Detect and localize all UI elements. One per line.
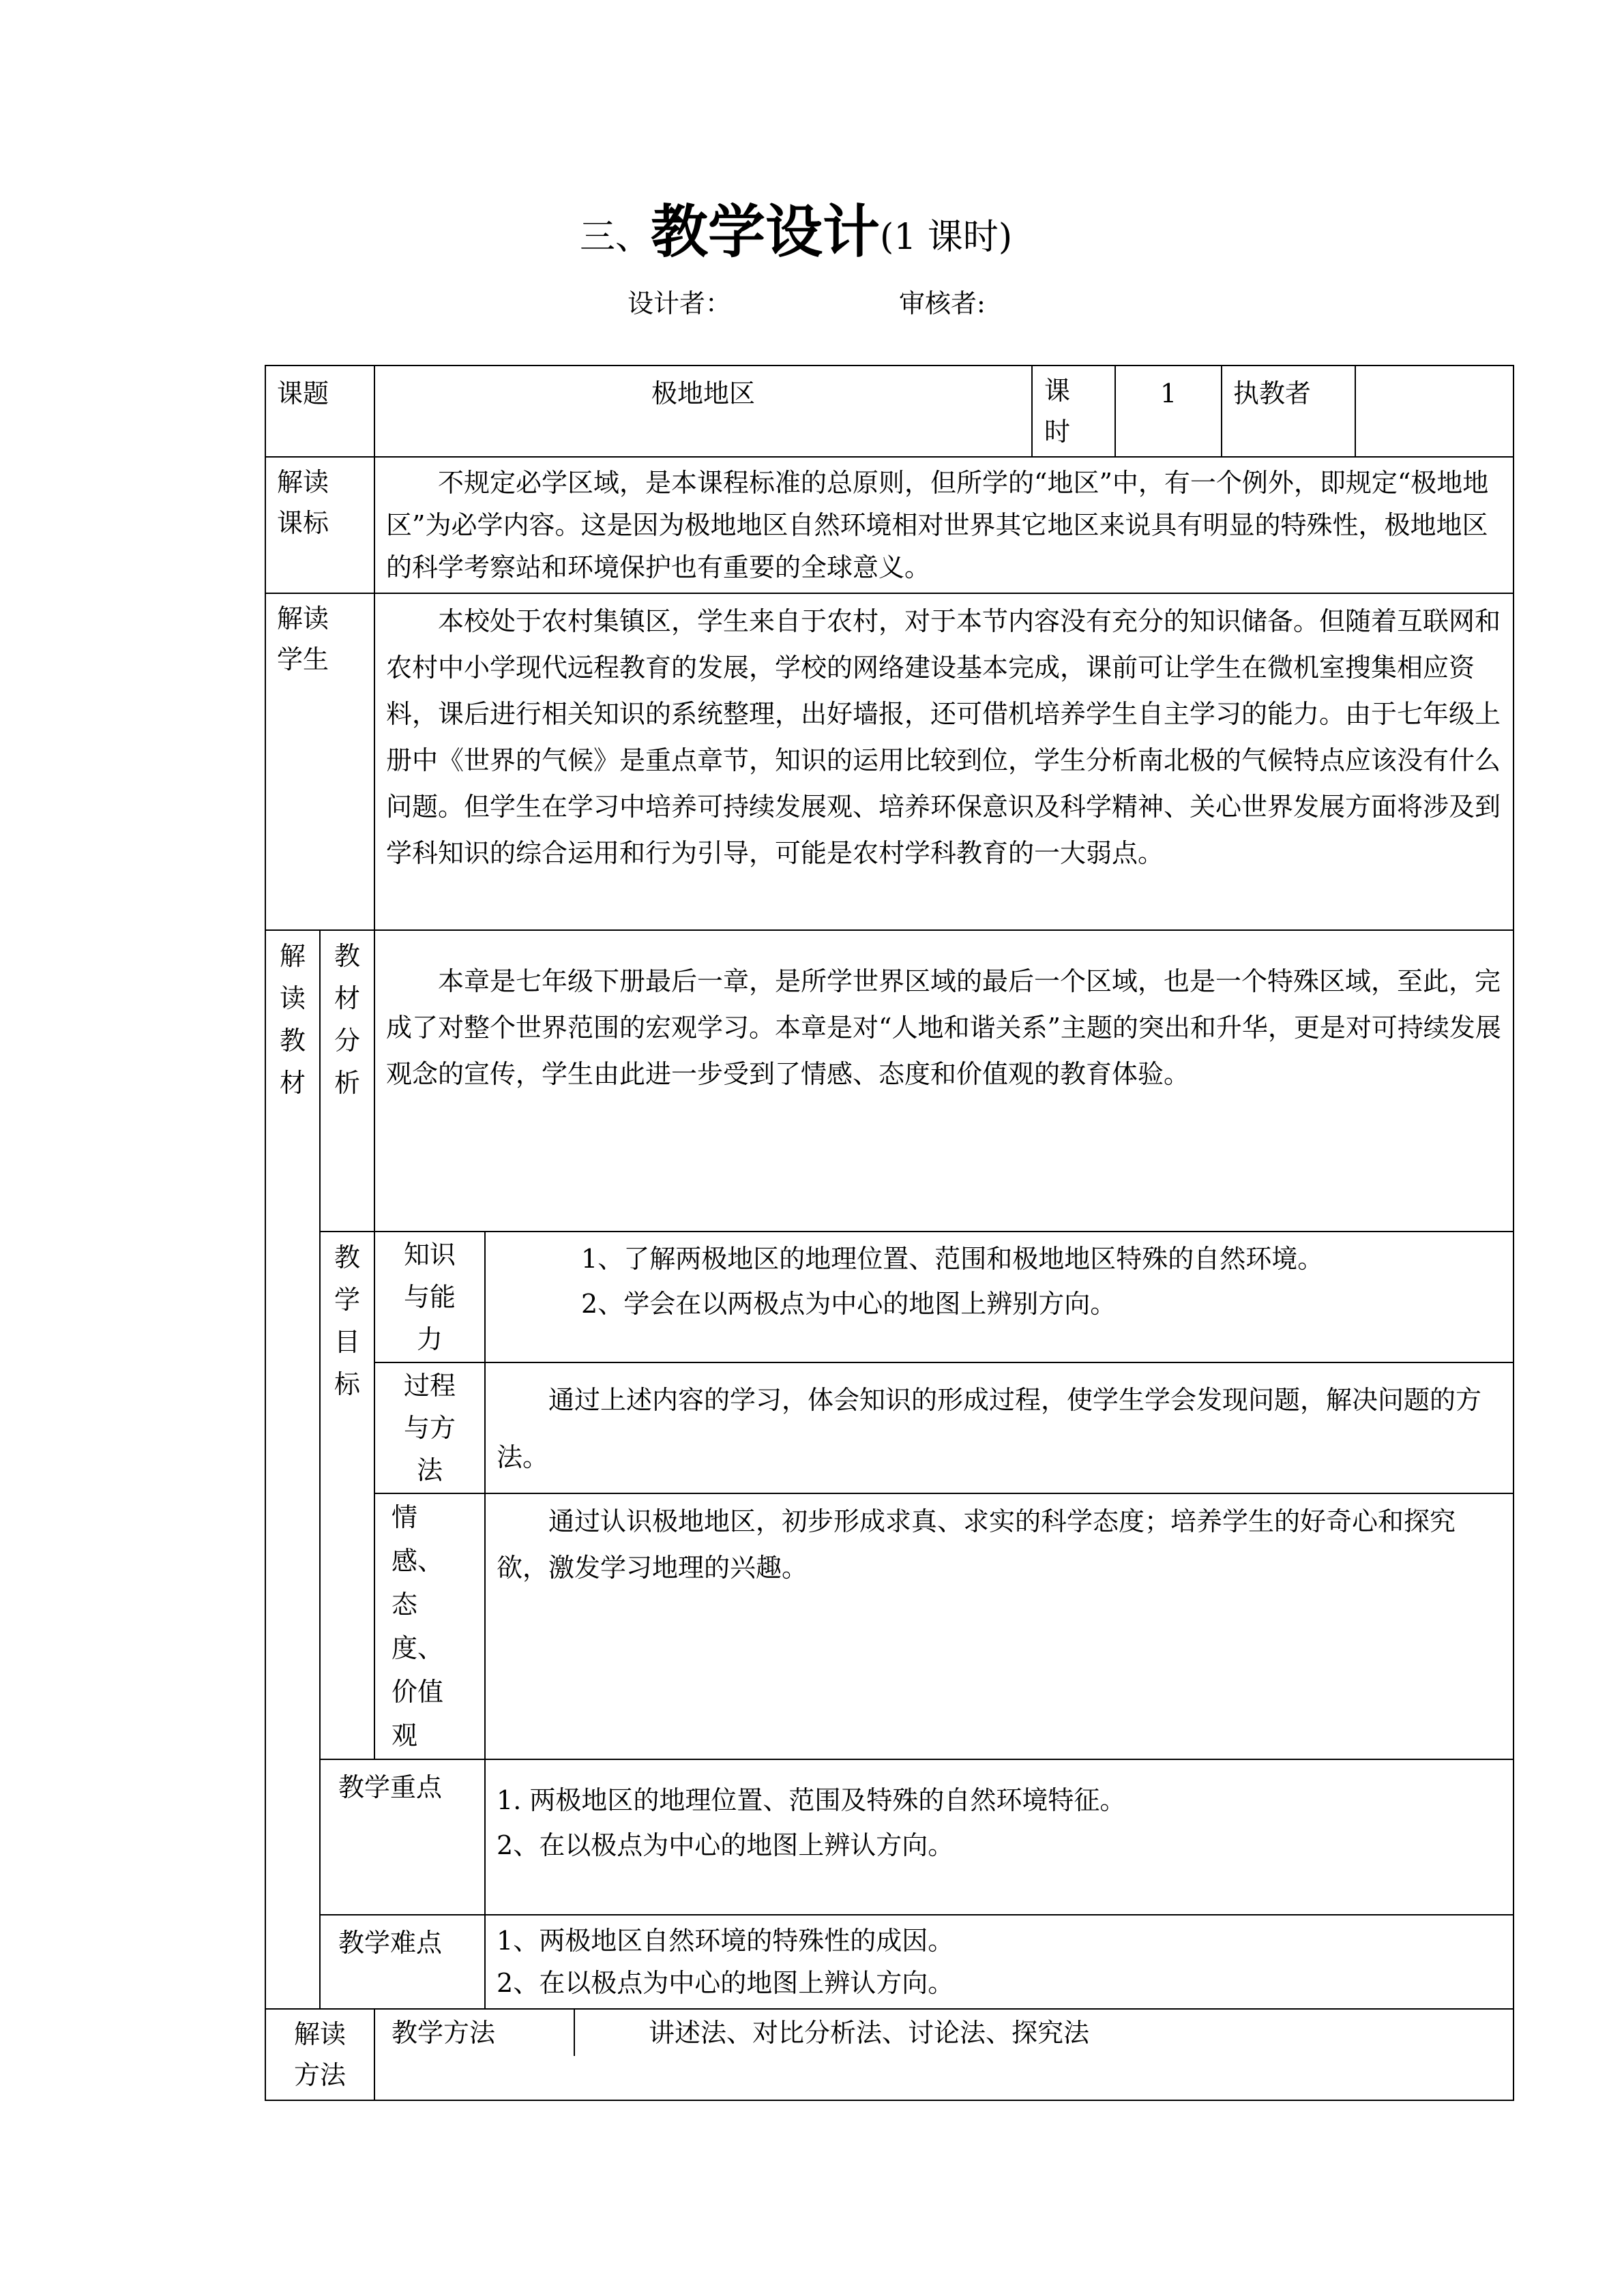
title-suffix: (1 课时) — [880, 217, 1013, 258]
analysis-label: 教材分析 — [320, 930, 374, 1232]
goal-knowledge-row — [265, 1232, 1514, 1362]
method-value: 讲述法、对比分析法、讨论法、探究法 — [649, 2018, 1090, 2048]
students-text: 本校处于农村集镇区，学生来自于农村，对于本节内容没有充分的知识储备。但随着互联网和农村中小学现代远程教育的发展，学校的网络建设基本完成，课前可让学生在微机室搜集相应资料，课后进行相关知识的系统整理，出好墙报，还可借机培养学生自主学习的能力。由于七年级上册中《世界的气候》是重点章节，知识的运用比较到位，学生分析南北极的气候特点应该没有什么问题。但学生在学习中培养可持续发展观、培养环保意识及科学精神、关心世界发展方面将涉及到学科知识的综合运用和行为引导，可能是农村学科教育的一大弱点。 — [374, 593, 1514, 930]
topic-row — [265, 366, 1514, 457]
teacher-label: 执教者 — [1222, 366, 1355, 457]
method-label: 教学方法 — [375, 2010, 574, 2056]
methods-row — [265, 2009, 1514, 2100]
topic-label: 课题 — [265, 366, 374, 457]
key-points-text — [485, 1759, 1514, 1915]
difficult-points-row — [265, 1915, 1514, 2009]
reviewer-label: 审核者: — [899, 288, 986, 318]
designer-label: 设计者： — [628, 288, 732, 318]
goal-knowledge-line: 1、了解两极地区的地理位置、范围和极地地区特殊的自然环境。 — [581, 1244, 1324, 1274]
analysis-row — [265, 930, 1514, 1232]
topic-value: 极地地区 — [374, 366, 1032, 457]
difficult-points-label: 教学难点 — [320, 1915, 485, 2009]
students-row — [265, 593, 1514, 930]
goal-process-text: 通过上述内容的学习，体会知识的形成过程，使学生学会发现问题，解决问题的方法。 — [485, 1362, 1514, 1493]
lesson-plan-table — [265, 365, 1514, 2101]
textbook-label: 解读教材 — [265, 930, 320, 2009]
goal-knowledge-text — [485, 1232, 1514, 1362]
standard-row — [265, 457, 1514, 593]
analysis-text: 本章是七年级下册最后一章，是所学世界区域的最后一个区域，也是一个特殊区域，至此，完成了对整个世界范围的宏观学习。本章是对“人地和谐关系”主题的突出和升华，更是对可持续发展观念的宣传，学生由此进一步受到了情感、态度和价值观的教育体验。 — [374, 930, 1514, 1232]
difficult-point-item: 2、在以极点为中心的地图上辨认方向。 — [497, 1968, 954, 1998]
students-label: 解读学生 — [265, 593, 374, 930]
hours-value: 1 — [1115, 366, 1222, 457]
goal-process-label: 过程与方法 — [374, 1362, 485, 1493]
methods-label: 解读方法 — [265, 2009, 374, 2100]
goal-knowledge-label: 知识与能力 — [374, 1232, 485, 1362]
goal-process-row — [265, 1362, 1514, 1493]
page-title — [580, 198, 1057, 268]
key-point-item: 2、在以极点为中心的地图上辨认方向。 — [497, 1830, 954, 1860]
difficult-point-item: 1、两极地区自然环境的特殊性的成因。 — [497, 1926, 954, 1956]
difficult-points-text — [485, 1915, 1514, 2009]
key-points-row — [265, 1759, 1514, 1915]
goal-attitude-label: 情感、态度、价值观 — [374, 1493, 485, 1759]
methods-inner-table — [375, 2010, 1513, 2056]
standard-text: 不规定必学区域，是本课程标准的总原则，但所学的“地区”中，有一个例外，即规定“极地地区”为必学内容。这是因为极地地区自然环境相对世界其它地区来说具有明显的特殊性，极地地区的科学考察站和环境保护也有重要的全球意义。 — [374, 457, 1514, 593]
goal-knowledge-line: 2、学会在以两极点为中心的地图上辨别方向。 — [581, 1289, 1117, 1319]
goals-label: 教学目标 — [320, 1232, 374, 1759]
standard-label: 解读课标 — [265, 457, 374, 593]
key-point-item: 1. 两极地区的地理位置、范围及特殊的自然环境特征。 — [497, 1785, 1126, 1815]
title-prefix: 三、 — [580, 217, 651, 258]
teacher-value — [1355, 366, 1514, 457]
goal-attitude-text: 通过认识极地地区，初步形成求真、求实的科学态度；培养学生的好奇心和探究欲，激发学习地理的兴趣。 — [485, 1493, 1514, 1759]
hours-label: 课时 — [1032, 366, 1115, 457]
goal-attitude-row — [265, 1493, 1514, 1759]
methods-content — [374, 2009, 1514, 2100]
title-main: 教学设计 — [651, 198, 881, 265]
key-points-label: 教学重点 — [320, 1759, 485, 1915]
